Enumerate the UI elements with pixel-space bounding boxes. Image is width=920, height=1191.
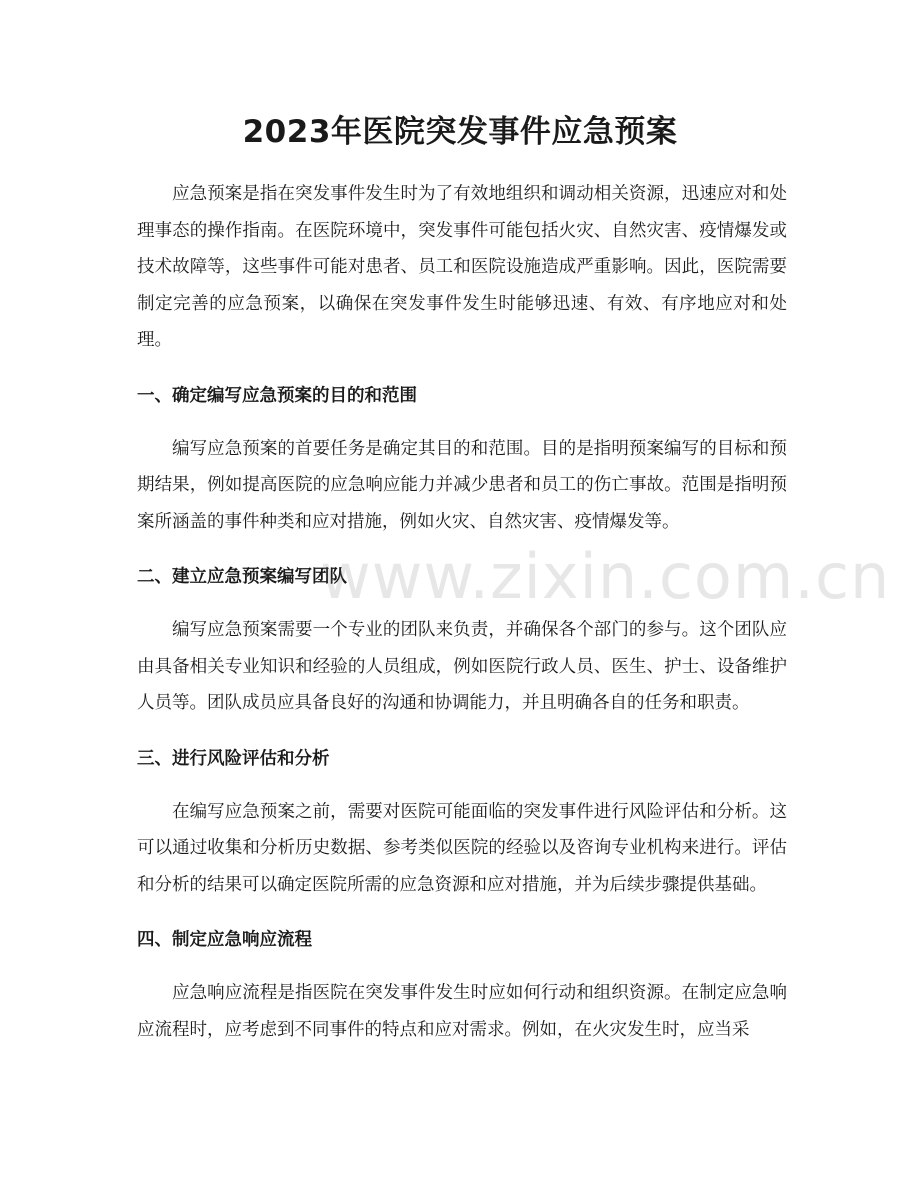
document-title: 2023年医院突发事件应急预案 bbox=[242, 114, 678, 150]
section-heading-3: 三、进行风险评估和分析 bbox=[137, 748, 330, 769]
section-heading-1: 一、确定编写应急预案的目的和范围 bbox=[137, 385, 417, 406]
section-heading-2: 二、建立应急预案编写团队 bbox=[137, 567, 347, 587]
section-paragraph-2: 编写应急预案需要一个专业的团队来负责，并确保各个部门的参与。这个团队应由具备相关专业知识和经验的人员组成，例如医院行政人员、医生、护士、设备维护人员等。团队成员应具备良好的沟通和协调能力，并且明确各自的任务和职责。 bbox=[137, 620, 787, 713]
document-body bbox=[137, 176, 787, 1048]
section-heading-4: 四、制定应急响应流程 bbox=[137, 930, 312, 950]
site-watermark: www.zixin.com.cn bbox=[320, 540, 891, 613]
section-paragraph-4: 应急响应流程是指医院在突发事件发生时应如何行动和组织资源。在制定应急响应流程时，应考虑到不同事件的特点和应对需求。例如，在火灾发生时，应当采 bbox=[137, 983, 787, 1040]
section-paragraph-3: 在编写应急预案之前，需要对医院可能面临的突发事件进行风险评估和分析。这可以通过收集和分析历史数据、参考类似医院的经验以及咨询专业机构来进行。评估和分析的结果可以确定医院所需的应急资源和应对措施，并为后续步骤提供基础。 bbox=[137, 801, 787, 895]
section-paragraph-1: 编写应急预案的首要任务是确定其目的和范围。目的是指明预案编写的目标和预期结果，例如提高医院的应急响应能力并减少患者和员工的伤亡事故。范围是指明预案所涵盖的事件种类和应对措施，例如火灾、自然灾害、疫情爆发等。 bbox=[137, 438, 787, 532]
intro-paragraph: 应急预案是指在突发事件发生时为了有效地组织和调动相关资源，迅速应对和处理事态的操作指南。在医院环境中，突发事件可能包括火灾、自然灾害、疫情爆发或技术故障等，这些事件可能对患者、员工和医院设施造成严重影响。因此，医院需要制定完善的应急预案，以确保在突发事件发生时能够迅速、有效、有序地应对和处理。 bbox=[137, 184, 787, 350]
